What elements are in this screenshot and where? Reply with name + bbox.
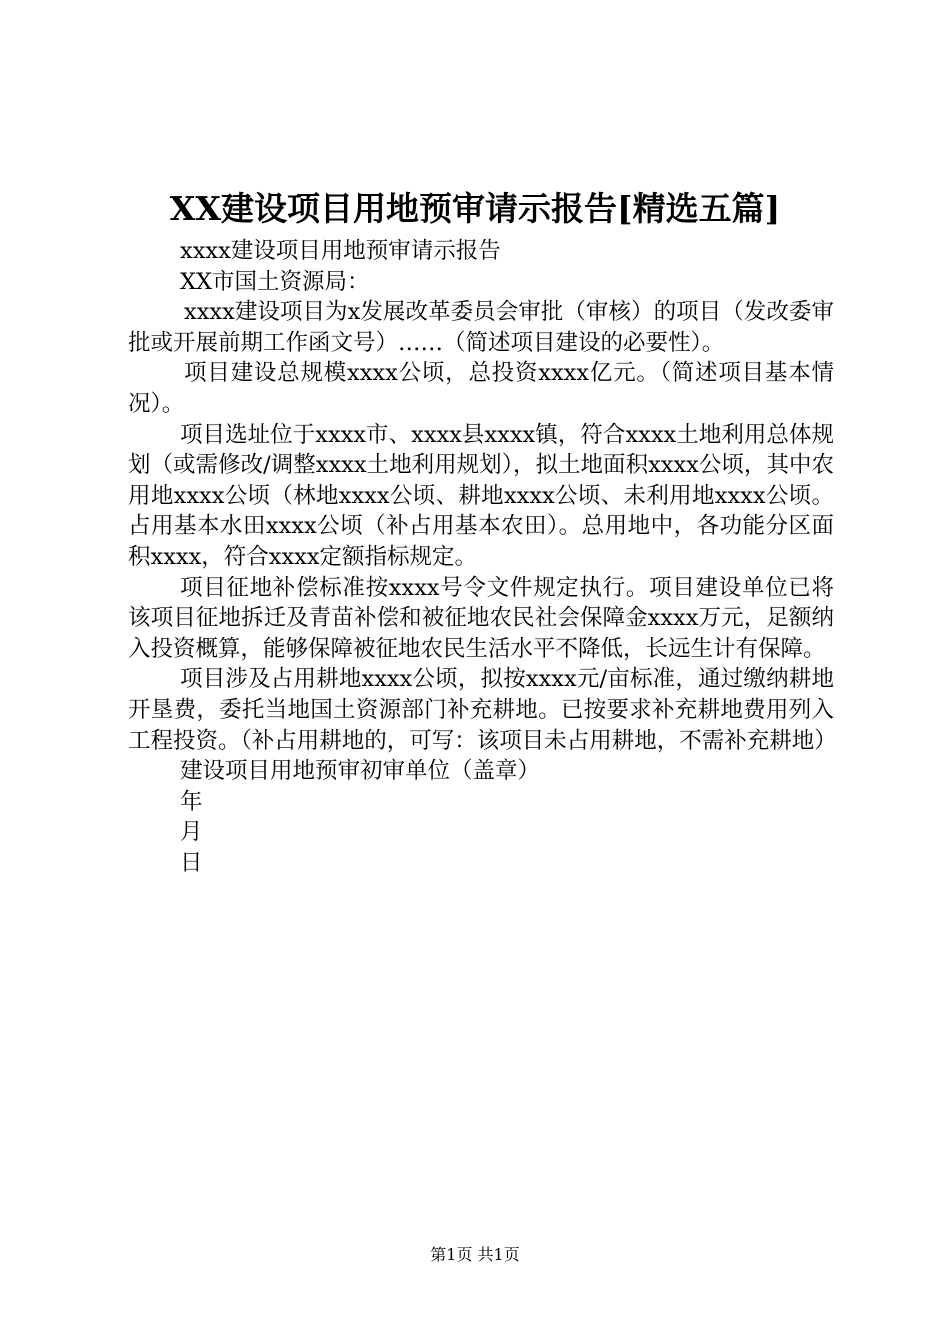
paragraph-project-scale: 项目建设总规模xxxx公顷，总投资xxxx亿元。（简述项目基本情况）。 [128,360,834,417]
document-body [128,236,837,878]
paragraph-site-location: 项目选址位于xxxx市、xxxx县xxxx镇，符合xxxx土地利用总体规划（或需修改/调整xxxx土地利用规划），拟土地面积xxxx公顷，其中农用地xxxx公顷（林地xxxx公顷、耕地xxxx公顷、未利用地xxxx公顷。占用基本水田xxxx公顷（补占用基本农田）。总用地中，各功能分区面积xxxx，符合xxxx定额指标规定。 [128,421,834,570]
page-footer: 第1页 共1页 [430,1245,520,1264]
document-subtitle: xxxx建设项目用地预审请示报告 [180,238,501,264]
paragraph-project-approval: xxxx建设项目为x发展改革委员会审批（审核）的项目（发改委审批或开展前期工作函文号）……（简述项目建设的必要性）。 [128,299,834,356]
signature-line: 建设项目用地预审初审单位（盖章） [180,758,541,785]
addressee: XX市国土资源局： [180,268,370,295]
paragraph-farmland: 项目涉及占用耕地xxxx公顷，拟按xxxx元/亩标准，通过缴纳耕地开垦费，委托当地国土资源部门补充耕地。已按要求补充耕地费用列入工程投资。（补占用耕地的，可写：该项目未占用耕地，不需补充耕地） [128,666,837,754]
date-day: 日 [180,849,203,876]
date-month: 月 [180,819,203,846]
date-year: 年 [180,788,203,815]
document-title: XX建设项目用地预审请示报告[精选五篇] [169,189,781,228]
paragraph-compensation: 项目征地补偿标准按xxxx号令文件规定执行。项目建设单位已将该项目征地拆迁及青苗补偿和被征地农民社会保障金xxxx万元，足额纳入投资概算，能够保障被征地农民生活水平不降低，长远生计有保障。 [128,574,834,662]
